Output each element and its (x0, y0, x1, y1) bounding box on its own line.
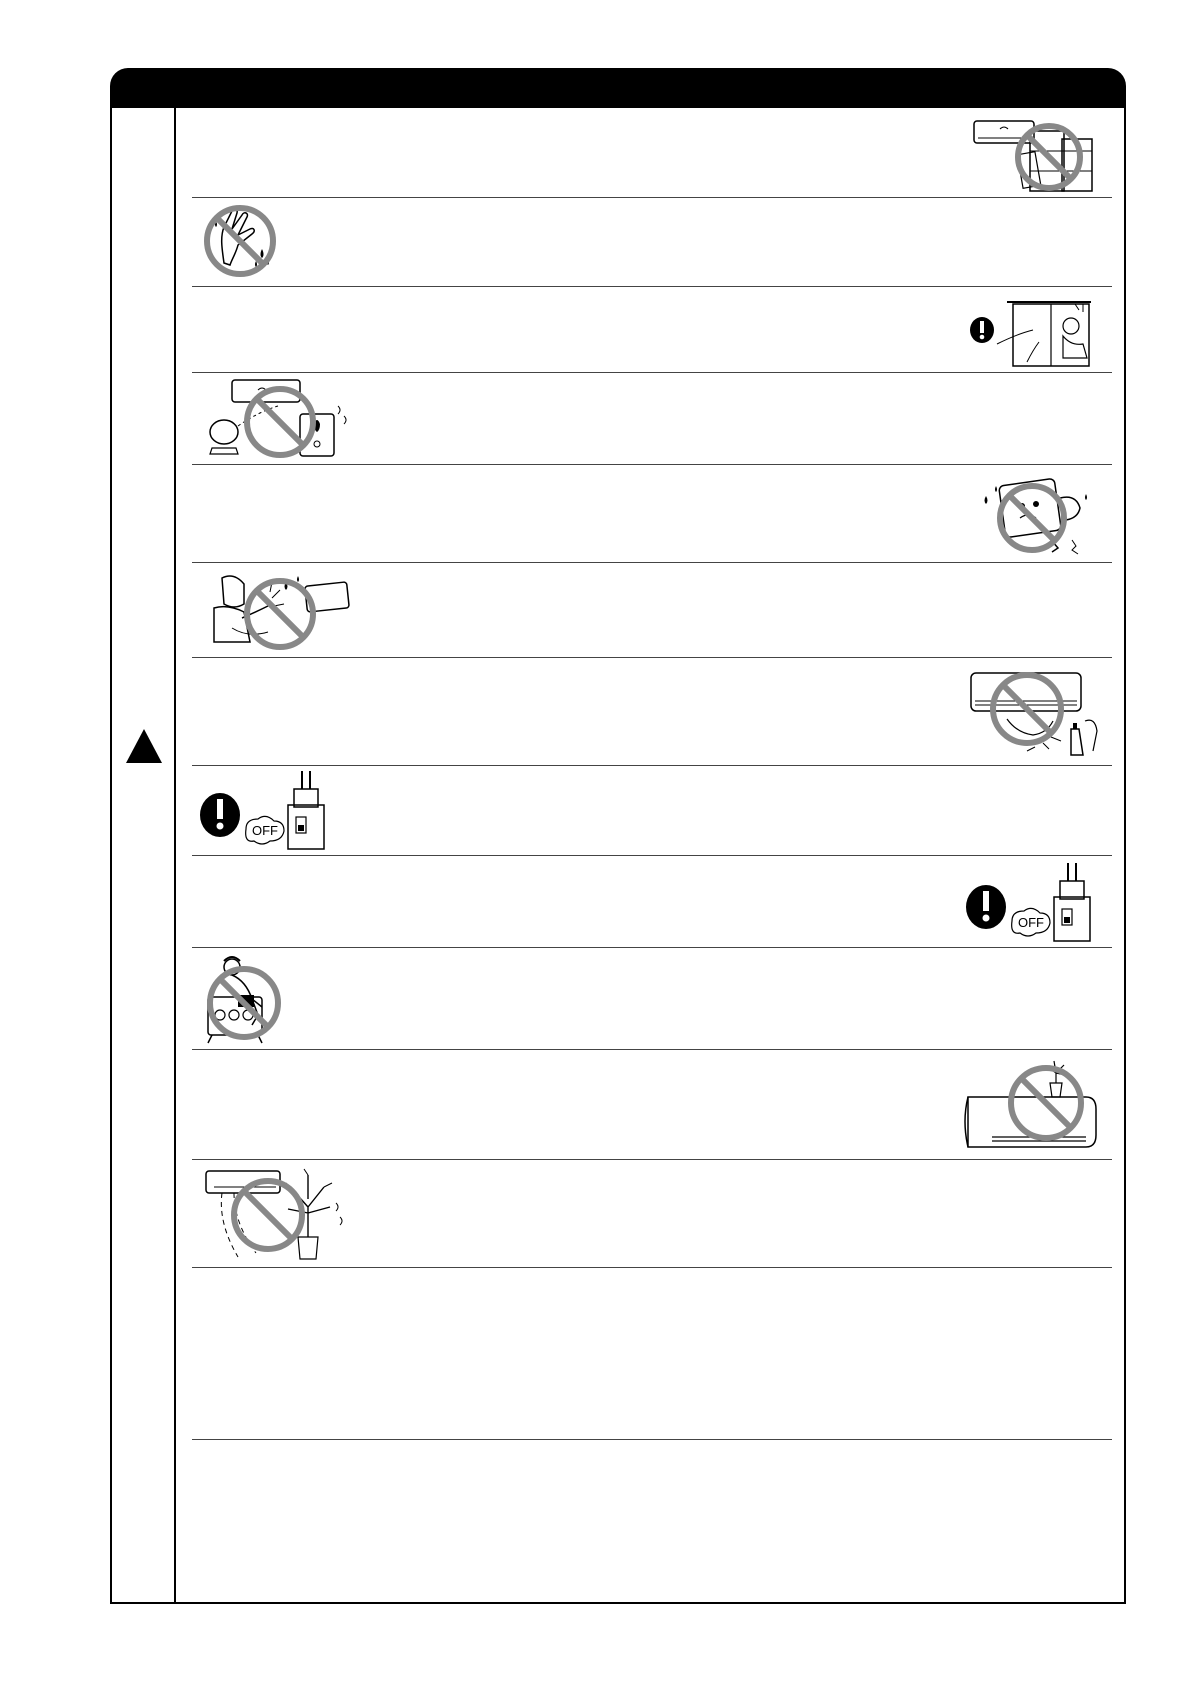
precaution-row-6 (192, 562, 1112, 658)
precaution-row-11 (192, 1049, 1112, 1160)
panel-body (110, 107, 1126, 1604)
precaution-row-13 (192, 1267, 1112, 1440)
prohibited-climbing-outdoor-unit-icon (202, 953, 302, 1047)
prohibited-airflow-on-plant-icon (202, 1163, 352, 1263)
prohibited-heat-source-icon (202, 376, 352, 460)
precaution-row-8 (192, 765, 1112, 856)
warning-triangle-icon (126, 729, 162, 763)
warning-side-column (112, 107, 176, 1602)
mandatory-breaker-off-icon (198, 769, 338, 853)
prohibited-object-on-unit-icon (962, 1057, 1102, 1155)
mandatory-breaker-off-icon (964, 861, 1104, 945)
safety-precautions-panel (110, 68, 1126, 1604)
precaution-row-10 (192, 947, 1112, 1050)
precaution-row-3 (192, 286, 1112, 373)
precaution-row-7 (192, 657, 1112, 766)
precaution-row-14 (192, 1439, 1112, 1602)
mandatory-ventilate-window-icon (967, 296, 1097, 368)
prohibited-wet-hands-icon (202, 201, 282, 281)
precaution-list (192, 107, 1112, 1602)
precaution-row-12 (192, 1159, 1112, 1268)
prohibited-water-spray-icon (202, 568, 352, 652)
precaution-row-5 (192, 464, 1112, 563)
prohibited-hitting-unit-icon (972, 474, 1102, 558)
precaution-row-4 (192, 372, 1112, 465)
precaution-row-2 (192, 197, 1112, 287)
precaution-row-9 (192, 855, 1112, 948)
bubble-off-text: OFF (252, 823, 278, 838)
bubble-off-text: OFF (1018, 915, 1044, 930)
prohibited-insecticide-spray-icon (967, 667, 1102, 761)
precaution-row-1 (192, 107, 1112, 198)
panel-header-bar (110, 68, 1126, 108)
prohibited-furniture-near-unit-icon (972, 117, 1097, 193)
